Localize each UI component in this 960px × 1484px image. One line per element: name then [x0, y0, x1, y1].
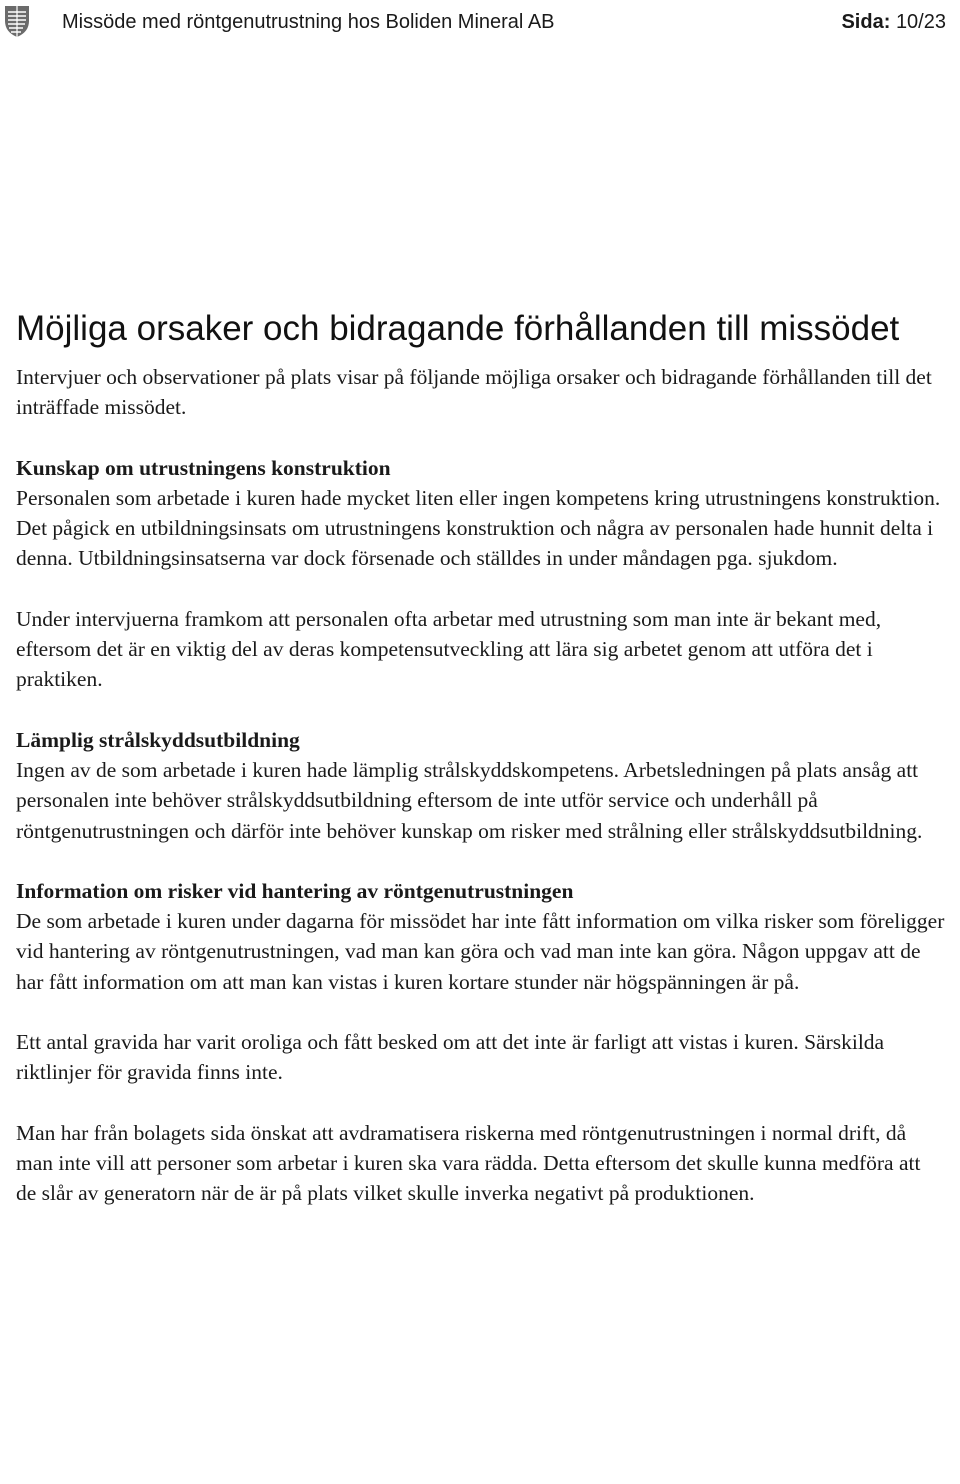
page-number: [841, 8, 946, 36]
page-header: [0, 0, 960, 44]
intro-paragraph: Intervjuer och observationer på plats visar på följande möjliga orsaker och bidragande förhållanden till det inträffade missödet.: [16, 365, 932, 420]
paragraph: Personalen som arbetade i kuren hade mycket liten eller ingen kompetens kring utrustningens konstruktion. Det pågick en utbildningsinsats om utrustningens konstruktion och några av personalen hade hunnit delta i denna. Utbildningsinsatserna var dock försenade och ställdes in under måndagen pga. sjukdom.: [16, 485, 941, 571]
page-number-label: Sida:: [841, 11, 891, 33]
paragraph: Under intervjuerna framkom att personalen ofta arbetar med utrustning som man inte är bekant med, eftersom det är en viktig del av deras kompetensutveckling att lära sig arbetet genom att utföra det i praktiken.: [16, 606, 882, 692]
section-title: Möjliga orsaker och bidragande förhållanden till missödet: [16, 309, 900, 348]
document-body: [16, 308, 946, 1209]
shield-logo-icon: [3, 3, 31, 39]
heading-risk-information: Information om risker vid hantering av röntgenutrustningen: [16, 878, 574, 903]
heading-construction-knowledge: Kunskap om utrustningens konstruktion: [16, 455, 391, 480]
paragraph: De som arbetade i kuren under dagarna för missödet har inte fått information om vilka risker som föreligger vid hantering av röntgenutrustningen, vad man kan göra och vad man inte kan göra. Någon uppgav att de har fått information om att man kan vistas i kuren kortare stunder när högspänningen är på.: [16, 909, 945, 994]
page-number-value: 10/23: [895, 11, 946, 33]
heading-radiation-training: Lämplig strålskyddsutbildning: [16, 727, 300, 752]
paragraph: Ingen av de som arbetade i kuren hade lämplig strålskyddskompetens. Arbetsledningen på plats ansåg att personalen inte behöver strålskyddsutbildning eftersom de inte utför service och underhåll på röntgenutrustningen och därför inte behöver kunskap om risker med strålning eller strålskyddsutbildning.: [16, 757, 923, 843]
header-document-title: Missöde med röntgenutrustning hos Boliden Mineral AB: [62, 11, 555, 33]
paragraph: Ett antal gravida har varit oroliga och fått besked om att det inte är farligt att vistas i kuren. Särskilda riktlinjer för gravida finns inte.: [16, 1030, 885, 1085]
paragraph: Man har från bolagets sida önskat att avdramatisera riskerna med röntgenutrustningen i normal drift, då man inte vill att personer som arbetar i kuren ska vara rädda. Detta eftersom det skulle kunna medföra att de slår av generatorn när de är på plats vilket skulle inverka negativt på produktionen.: [16, 1120, 921, 1206]
